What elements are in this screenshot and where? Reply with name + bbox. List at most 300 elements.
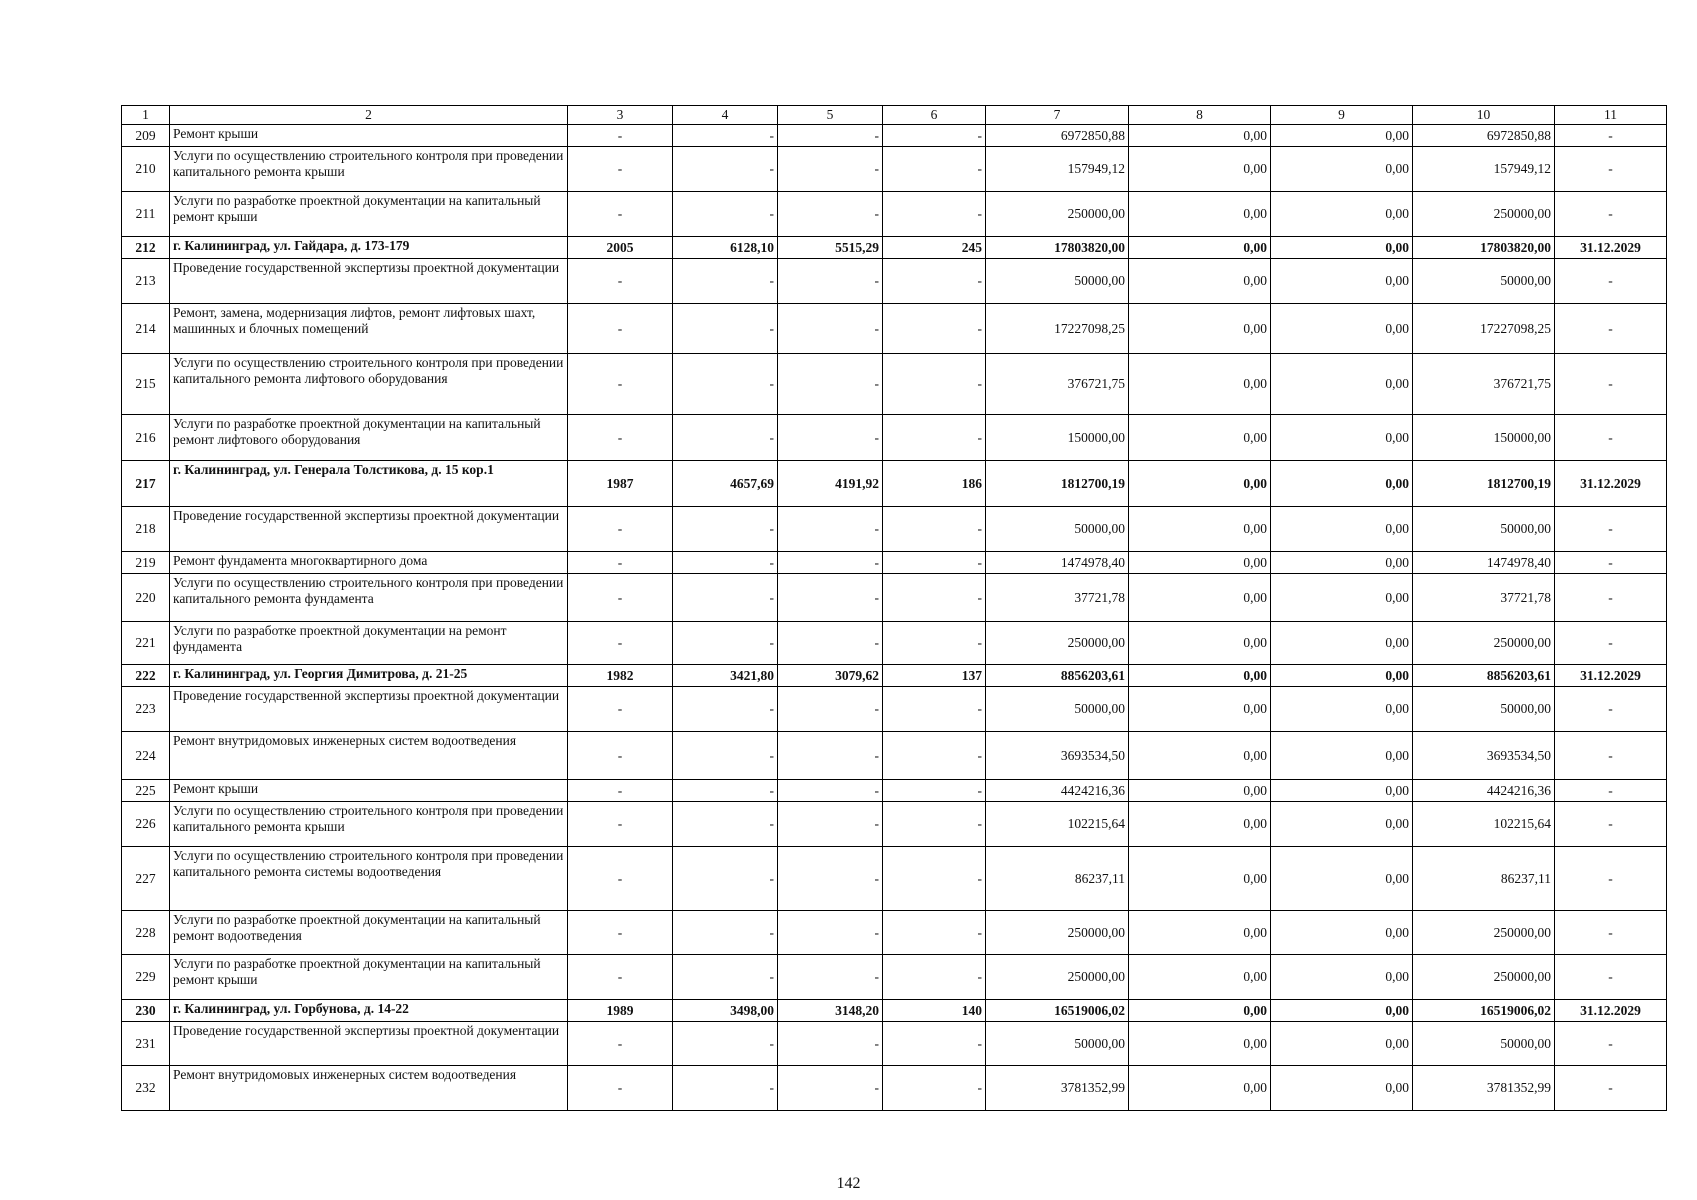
completion-date: - (1555, 780, 1667, 802)
regional-funds: 0,00 (1129, 125, 1271, 147)
regional-funds: 0,00 (1129, 665, 1271, 687)
municipal-funds: 0,00 (1271, 574, 1413, 622)
residents: - (883, 847, 986, 911)
table-row (122, 125, 1667, 147)
completion-date: 31.12.2029 (1555, 461, 1667, 507)
row-number: 223 (122, 687, 170, 732)
row-number: 231 (122, 1022, 170, 1066)
total-cost: 6972850,88 (986, 125, 1129, 147)
work-description: Ремонт крыши (170, 125, 568, 147)
living-area: - (778, 911, 883, 955)
row-number: 217 (122, 461, 170, 507)
year-built: - (568, 955, 673, 1000)
year-built: - (568, 802, 673, 847)
table-row (122, 415, 1667, 461)
regional-funds: 0,00 (1129, 507, 1271, 552)
column-number: 2 (170, 106, 568, 125)
completion-date: - (1555, 415, 1667, 461)
owner-funds: 250000,00 (1413, 911, 1555, 955)
regional-funds: 0,00 (1129, 732, 1271, 780)
total-area: - (673, 552, 778, 574)
work-description: Услуги по осуществлению строительного контроля при проведении капитального ремонта крыши (170, 802, 568, 847)
total-cost: 8856203,61 (986, 665, 1129, 687)
completion-date: 31.12.2029 (1555, 665, 1667, 687)
year-built: - (568, 304, 673, 354)
owner-funds: 6972850,88 (1413, 125, 1555, 147)
row-number: 227 (122, 847, 170, 911)
total-area: - (673, 955, 778, 1000)
table-row (122, 259, 1667, 304)
owner-funds: 376721,75 (1413, 354, 1555, 415)
work-description: г. Калининград, ул. Георгия Димитрова, д. 21-25 (170, 665, 568, 687)
total-cost: 250000,00 (986, 911, 1129, 955)
owner-funds: 3693534,50 (1413, 732, 1555, 780)
column-number-row (122, 106, 1667, 125)
regional-funds: 0,00 (1129, 780, 1271, 802)
living-area: - (778, 622, 883, 665)
residents: - (883, 147, 986, 192)
total-area: - (673, 732, 778, 780)
total-cost: 250000,00 (986, 192, 1129, 237)
municipal-funds: 0,00 (1271, 259, 1413, 304)
table-row (122, 687, 1667, 732)
owner-funds: 250000,00 (1413, 955, 1555, 1000)
year-built: - (568, 354, 673, 415)
total-area: 3498,00 (673, 1000, 778, 1022)
completion-date: - (1555, 354, 1667, 415)
table-row (122, 847, 1667, 911)
owner-funds: 37721,78 (1413, 574, 1555, 622)
total-area: - (673, 802, 778, 847)
year-built: - (568, 847, 673, 911)
completion-date: 31.12.2029 (1555, 237, 1667, 259)
year-built: - (568, 552, 673, 574)
building-row (122, 665, 1667, 687)
completion-date: - (1555, 622, 1667, 665)
municipal-funds: 0,00 (1271, 354, 1413, 415)
residents: 186 (883, 461, 986, 507)
owner-funds: 50000,00 (1413, 687, 1555, 732)
municipal-funds: 0,00 (1271, 780, 1413, 802)
living-area: - (778, 125, 883, 147)
total-cost: 1474978,40 (986, 552, 1129, 574)
municipal-funds: 0,00 (1271, 304, 1413, 354)
municipal-funds: 0,00 (1271, 622, 1413, 665)
column-number: 9 (1271, 106, 1413, 125)
row-number: 220 (122, 574, 170, 622)
completion-date: - (1555, 847, 1667, 911)
total-area: - (673, 847, 778, 911)
living-area: - (778, 415, 883, 461)
completion-date: - (1555, 1022, 1667, 1066)
table-row (122, 1022, 1667, 1066)
municipal-funds: 0,00 (1271, 911, 1413, 955)
table-row (122, 732, 1667, 780)
completion-date: - (1555, 552, 1667, 574)
residents: 140 (883, 1000, 986, 1022)
work-description: Услуги по разработке проектной документации на капитальный ремонт крыши (170, 955, 568, 1000)
total-cost: 102215,64 (986, 802, 1129, 847)
living-area: - (778, 847, 883, 911)
work-description: Услуги по разработке проектной документации на ремонт фундамента (170, 622, 568, 665)
work-description: Проведение государственной экспертизы проектной документации (170, 1022, 568, 1066)
total-cost: 50000,00 (986, 507, 1129, 552)
residents: - (883, 192, 986, 237)
completion-date: - (1555, 125, 1667, 147)
completion-date: - (1555, 955, 1667, 1000)
year-built: - (568, 732, 673, 780)
residents: 245 (883, 237, 986, 259)
work-description: Услуги по осуществлению строительного контроля при проведении капитального ремонта системы водоотведения (170, 847, 568, 911)
column-number: 7 (986, 106, 1129, 125)
living-area: 4191,92 (778, 461, 883, 507)
year-built: - (568, 192, 673, 237)
row-number: 232 (122, 1066, 170, 1111)
total-area: 6128,10 (673, 237, 778, 259)
year-built: - (568, 1066, 673, 1111)
work-description: Проведение государственной экспертизы проектной документации (170, 507, 568, 552)
year-built: - (568, 574, 673, 622)
living-area: - (778, 552, 883, 574)
row-number: 230 (122, 1000, 170, 1022)
work-description: Услуги по разработке проектной документации на капитальный ремонт лифтового оборудования (170, 415, 568, 461)
total-cost: 16519006,02 (986, 1000, 1129, 1022)
row-number: 225 (122, 780, 170, 802)
register-sheet (121, 105, 1667, 1111)
regional-funds: 0,00 (1129, 192, 1271, 237)
owner-funds: 50000,00 (1413, 507, 1555, 552)
living-area: - (778, 1022, 883, 1066)
owner-funds: 17227098,25 (1413, 304, 1555, 354)
completion-date: - (1555, 911, 1667, 955)
residents: - (883, 304, 986, 354)
total-area: - (673, 911, 778, 955)
total-area: - (673, 304, 778, 354)
row-number: 218 (122, 507, 170, 552)
total-area: - (673, 415, 778, 461)
regional-funds: 0,00 (1129, 574, 1271, 622)
municipal-funds: 0,00 (1271, 1000, 1413, 1022)
table-row (122, 802, 1667, 847)
building-row (122, 1000, 1667, 1022)
total-area: - (673, 507, 778, 552)
table-row (122, 507, 1667, 552)
completion-date: - (1555, 259, 1667, 304)
municipal-funds: 0,00 (1271, 125, 1413, 147)
total-cost: 50000,00 (986, 687, 1129, 732)
table-row (122, 911, 1667, 955)
owner-funds: 3781352,99 (1413, 1066, 1555, 1111)
owner-funds: 8856203,61 (1413, 665, 1555, 687)
owner-funds: 50000,00 (1413, 259, 1555, 304)
regional-funds: 0,00 (1129, 911, 1271, 955)
regional-funds: 0,00 (1129, 1000, 1271, 1022)
total-area: - (673, 687, 778, 732)
regional-funds: 0,00 (1129, 955, 1271, 1000)
regional-funds: 0,00 (1129, 147, 1271, 192)
living-area: - (778, 304, 883, 354)
regional-funds: 0,00 (1129, 687, 1271, 732)
residents: - (883, 732, 986, 780)
total-cost: 1812700,19 (986, 461, 1129, 507)
completion-date: - (1555, 574, 1667, 622)
year-built: - (568, 911, 673, 955)
repair-program-table (121, 105, 1667, 1111)
year-built: - (568, 1022, 673, 1066)
total-area: - (673, 1022, 778, 1066)
living-area: - (778, 192, 883, 237)
table-row (122, 147, 1667, 192)
work-description: г. Калининград, ул. Гайдара, д. 173-179 (170, 237, 568, 259)
regional-funds: 0,00 (1129, 354, 1271, 415)
residents: - (883, 574, 986, 622)
work-description: Ремонт внутридомовых инженерных систем водоотведения (170, 1066, 568, 1111)
owner-funds: 86237,11 (1413, 847, 1555, 911)
total-cost: 250000,00 (986, 622, 1129, 665)
year-built: - (568, 259, 673, 304)
year-built: 1989 (568, 1000, 673, 1022)
regional-funds: 0,00 (1129, 461, 1271, 507)
column-number: 4 (673, 106, 778, 125)
owner-funds: 17803820,00 (1413, 237, 1555, 259)
row-number: 210 (122, 147, 170, 192)
work-description: Ремонт, замена, модернизация лифтов, ремонт лифтовых шахт, машинных и блочных помещений (170, 304, 568, 354)
row-number: 228 (122, 911, 170, 955)
completion-date: - (1555, 802, 1667, 847)
page-number: 142 (836, 1175, 861, 1192)
owner-funds: 16519006,02 (1413, 1000, 1555, 1022)
work-description: г. Калининград, ул. Генерала Толстикова, д. 15 кор.1 (170, 461, 568, 507)
residents: - (883, 687, 986, 732)
building-row (122, 237, 1667, 259)
building-row (122, 461, 1667, 507)
row-number: 214 (122, 304, 170, 354)
row-number: 213 (122, 259, 170, 304)
row-number: 229 (122, 955, 170, 1000)
residents: - (883, 354, 986, 415)
column-number: 3 (568, 106, 673, 125)
year-built: - (568, 507, 673, 552)
municipal-funds: 0,00 (1271, 1066, 1413, 1111)
living-area: - (778, 259, 883, 304)
total-cost: 3781352,99 (986, 1066, 1129, 1111)
municipal-funds: 0,00 (1271, 461, 1413, 507)
total-cost: 376721,75 (986, 354, 1129, 415)
work-description: Услуги по разработке проектной документации на капитальный ремонт водоотведения (170, 911, 568, 955)
total-cost: 4424216,36 (986, 780, 1129, 802)
work-description: Услуги по осуществлению строительного контроля при проведении капитального ремонта крыши (170, 147, 568, 192)
column-number: 10 (1413, 106, 1555, 125)
residents: - (883, 125, 986, 147)
living-area: 3148,20 (778, 1000, 883, 1022)
regional-funds: 0,00 (1129, 1066, 1271, 1111)
living-area: - (778, 574, 883, 622)
residents: - (883, 415, 986, 461)
work-description: Услуги по осуществлению строительного контроля при проведении капитального ремонта лифтового оборудования (170, 354, 568, 415)
column-number: 6 (883, 106, 986, 125)
municipal-funds: 0,00 (1271, 732, 1413, 780)
work-description: Услуги по разработке проектной документации на капитальный ремонт крыши (170, 192, 568, 237)
owner-funds: 150000,00 (1413, 415, 1555, 461)
year-built: 1982 (568, 665, 673, 687)
living-area: 3079,62 (778, 665, 883, 687)
work-description: Ремонт внутридомовых инженерных систем водоотведения (170, 732, 568, 780)
completion-date: - (1555, 192, 1667, 237)
municipal-funds: 0,00 (1271, 147, 1413, 192)
year-built: - (568, 125, 673, 147)
total-area: - (673, 1066, 778, 1111)
total-cost: 157949,12 (986, 147, 1129, 192)
municipal-funds: 0,00 (1271, 1022, 1413, 1066)
table-row (122, 622, 1667, 665)
owner-funds: 1474978,40 (1413, 552, 1555, 574)
work-description: г. Калининград, ул. Горбунова, д. 14-22 (170, 1000, 568, 1022)
completion-date: - (1555, 1066, 1667, 1111)
total-area: - (673, 147, 778, 192)
residents: - (883, 802, 986, 847)
owner-funds: 50000,00 (1413, 1022, 1555, 1066)
living-area: 5515,29 (778, 237, 883, 259)
column-number: 1 (122, 106, 170, 125)
residents: - (883, 780, 986, 802)
year-built: - (568, 622, 673, 665)
total-cost: 37721,78 (986, 574, 1129, 622)
column-number: 8 (1129, 106, 1271, 125)
total-cost: 3693534,50 (986, 732, 1129, 780)
row-number: 215 (122, 354, 170, 415)
owner-funds: 250000,00 (1413, 622, 1555, 665)
regional-funds: 0,00 (1129, 847, 1271, 911)
municipal-funds: 0,00 (1271, 237, 1413, 259)
living-area: - (778, 687, 883, 732)
owner-funds: 157949,12 (1413, 147, 1555, 192)
living-area: - (778, 147, 883, 192)
residents: - (883, 259, 986, 304)
table-row (122, 304, 1667, 354)
residents: - (883, 1066, 986, 1111)
table-row (122, 552, 1667, 574)
regional-funds: 0,00 (1129, 1022, 1271, 1066)
municipal-funds: 0,00 (1271, 955, 1413, 1000)
owner-funds: 4424216,36 (1413, 780, 1555, 802)
municipal-funds: 0,00 (1271, 665, 1413, 687)
total-area: 4657,69 (673, 461, 778, 507)
municipal-funds: 0,00 (1271, 687, 1413, 732)
row-number: 216 (122, 415, 170, 461)
work-description: Проведение государственной экспертизы проектной документации (170, 687, 568, 732)
total-area: - (673, 622, 778, 665)
row-number: 226 (122, 802, 170, 847)
total-cost: 150000,00 (986, 415, 1129, 461)
regional-funds: 0,00 (1129, 259, 1271, 304)
work-description: Ремонт крыши (170, 780, 568, 802)
residents: - (883, 911, 986, 955)
municipal-funds: 0,00 (1271, 802, 1413, 847)
living-area: - (778, 955, 883, 1000)
total-cost: 17227098,25 (986, 304, 1129, 354)
year-built: 1987 (568, 461, 673, 507)
year-built: - (568, 780, 673, 802)
municipal-funds: 0,00 (1271, 415, 1413, 461)
completion-date: - (1555, 687, 1667, 732)
completion-date: - (1555, 304, 1667, 354)
table-row (122, 574, 1667, 622)
municipal-funds: 0,00 (1271, 192, 1413, 237)
year-built: - (568, 687, 673, 732)
owner-funds: 1812700,19 (1413, 461, 1555, 507)
table-row (122, 780, 1667, 802)
total-area: - (673, 192, 778, 237)
table-row (122, 354, 1667, 415)
total-area: - (673, 574, 778, 622)
total-cost: 17803820,00 (986, 237, 1129, 259)
residents: 137 (883, 665, 986, 687)
total-cost: 50000,00 (986, 1022, 1129, 1066)
table-row (122, 192, 1667, 237)
living-area: - (778, 780, 883, 802)
total-cost: 50000,00 (986, 259, 1129, 304)
regional-funds: 0,00 (1129, 802, 1271, 847)
residents: - (883, 552, 986, 574)
regional-funds: 0,00 (1129, 552, 1271, 574)
regional-funds: 0,00 (1129, 237, 1271, 259)
residents: - (883, 622, 986, 665)
total-area: - (673, 780, 778, 802)
living-area: - (778, 507, 883, 552)
work-description: Ремонт фундамента многоквартирного дома (170, 552, 568, 574)
total-area: - (673, 259, 778, 304)
row-number: 211 (122, 192, 170, 237)
residents: - (883, 507, 986, 552)
residents: - (883, 955, 986, 1000)
living-area: - (778, 354, 883, 415)
row-number: 224 (122, 732, 170, 780)
total-area: 3421,80 (673, 665, 778, 687)
row-number: 212 (122, 237, 170, 259)
column-number: 5 (778, 106, 883, 125)
row-number: 221 (122, 622, 170, 665)
residents: - (883, 1022, 986, 1066)
municipal-funds: 0,00 (1271, 847, 1413, 911)
row-number: 219 (122, 552, 170, 574)
completion-date: 31.12.2029 (1555, 1000, 1667, 1022)
regional-funds: 0,00 (1129, 622, 1271, 665)
municipal-funds: 0,00 (1271, 552, 1413, 574)
column-number: 11 (1555, 106, 1667, 125)
row-number: 222 (122, 665, 170, 687)
municipal-funds: 0,00 (1271, 507, 1413, 552)
completion-date: - (1555, 147, 1667, 192)
living-area: - (778, 1066, 883, 1111)
year-built: 2005 (568, 237, 673, 259)
owner-funds: 102215,64 (1413, 802, 1555, 847)
work-description: Услуги по осуществлению строительного контроля при проведении капитального ремонта фундамента (170, 574, 568, 622)
total-cost: 250000,00 (986, 955, 1129, 1000)
work-description: Проведение государственной экспертизы проектной документации (170, 259, 568, 304)
living-area: - (778, 732, 883, 780)
owner-funds: 250000,00 (1413, 192, 1555, 237)
year-built: - (568, 147, 673, 192)
total-cost: 86237,11 (986, 847, 1129, 911)
table-row (122, 1066, 1667, 1111)
total-area: - (673, 354, 778, 415)
year-built: - (568, 415, 673, 461)
completion-date: - (1555, 732, 1667, 780)
regional-funds: 0,00 (1129, 304, 1271, 354)
regional-funds: 0,00 (1129, 415, 1271, 461)
total-area: - (673, 125, 778, 147)
table-row (122, 955, 1667, 1000)
